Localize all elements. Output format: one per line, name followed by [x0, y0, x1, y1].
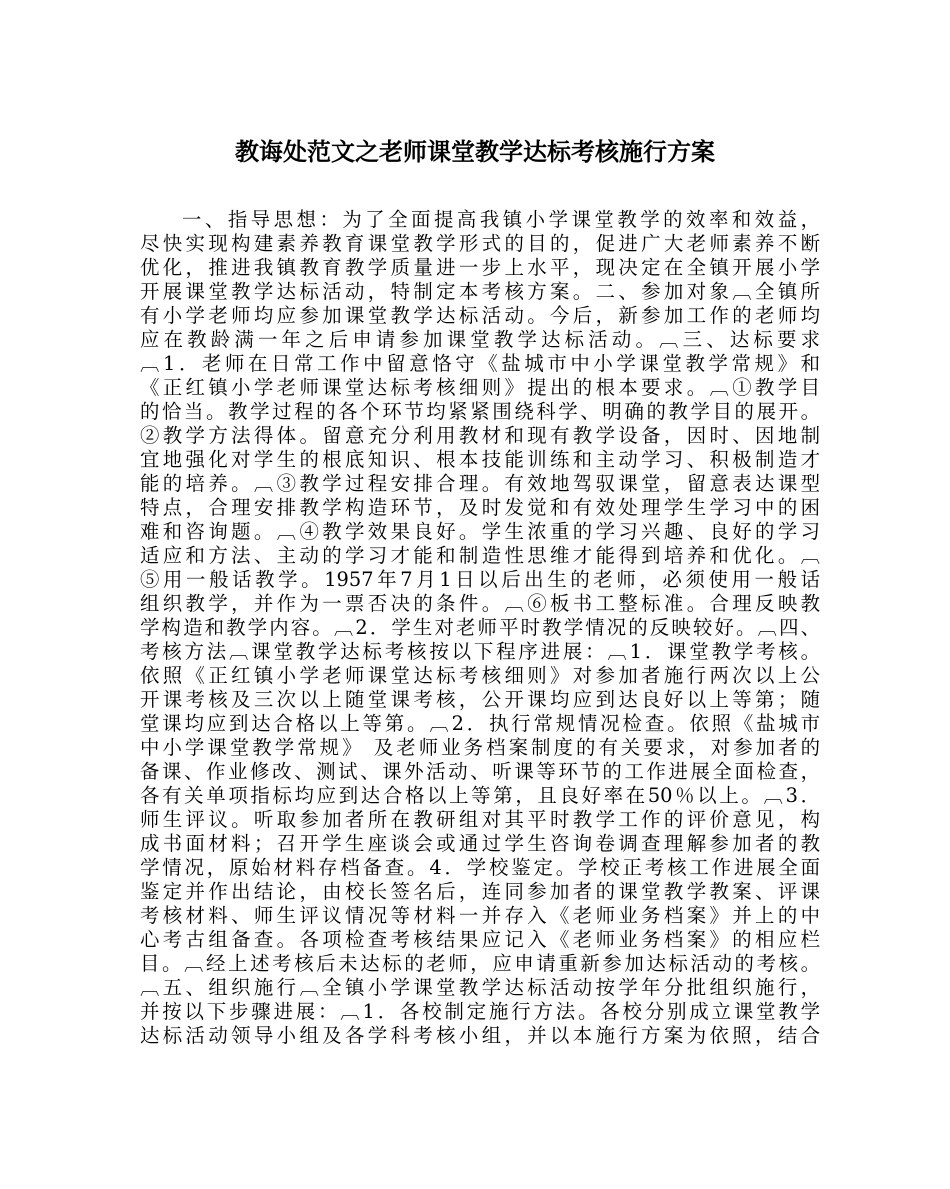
body-line: 考核材料、师生评议情况等材料一并存入《老师业务档案》并上的中: [140, 904, 820, 927]
body-line: 学构造和教学内容。︹2．学生对老师平时教学情况的反映较好。︹四、: [140, 616, 820, 639]
body-line: 中小学课堂教学常规》 及老师业务档案制度的有关要求，对参加者的: [140, 736, 820, 759]
body-line: 成书面材料；召开学生座谈会或通过学生咨询卷调查理解参加者的教: [140, 832, 820, 855]
body-line: 应在教龄满一年之后申请参加课堂教学达标活动。︹三、达标要求: [140, 328, 820, 351]
body-line: 优化，推进我镇教育教学质量进一步上水平，现决定在全镇开展小学: [140, 256, 820, 279]
body-line: 鉴定并作出结论，由校长签名后，连同参加者的课堂教学教案、评课: [140, 880, 820, 903]
body-line: 开展课堂教学达标活动，特制定本考核方案。二、参加对象︹全镇所: [140, 280, 820, 303]
body-line: 适应和方法、主动的学习才能和制造性思维才能得到培养和优化。︹: [140, 544, 820, 567]
body-line: 目。︹经上述考核后未达标的老师，应申请重新参加达标活动的考核。: [140, 952, 820, 975]
body-line: 一、指导思想：为了全面提高我镇小学课堂教学的效率和效益，: [182, 208, 820, 231]
body-line: ②教学方法得体。留意充分利用教材和现有教学设备，因时、因地制: [140, 424, 820, 447]
body-line: 开课考核及三次以上随堂课考核，公开课均应到达良好以上等第；随: [140, 688, 820, 711]
body-line: 组织教学，并作为一票否决的条件。︹⑥板书工整标准。合理反映教: [140, 592, 820, 615]
body-line: 备课、作业修改、测试、课外活动、听课等环节的工作进展全面检查，: [140, 760, 820, 783]
body-line: 特点，合理安排教学构造环节，及时发觉和有效处理学生学习中的困: [140, 496, 820, 519]
document-body: [140, 208, 820, 1048]
body-line: 《正红镇小学老师课堂达标考核细则》提出的根本要求。︹①教学目: [140, 376, 820, 399]
body-line: 学情况，原始材料存档备查。4．学校鉴定。学校正考核工作进展全面: [140, 856, 820, 879]
body-line: 宜地强化对学生的根底知识、根本技能训练和主动学习、积极制造才: [140, 448, 820, 471]
body-line: 难和咨询题。︹④教学效果良好。学生浓重的学习兴趣、良好的学习: [140, 520, 820, 543]
body-line: 有小学老师均应参加课堂教学达标活动。今后，新参加工作的老师均: [140, 304, 820, 327]
body-line: 各有关单项指标均应到达合格以上等第，且良好率在50％以上。︹3．: [140, 784, 820, 807]
body-line: 达标活动领导小组及各学科考核小组，并以本施行方案为依照，结合: [140, 1024, 820, 1047]
body-line: 师生评议。听取参加者所在教研组对其平时教学工作的评价意见，构: [140, 808, 820, 831]
body-line: 并按以下步骤进展：︹1．各校制定施行方法。各校分别成立课堂教学: [140, 1000, 820, 1023]
body-line: 心考古组备查。各项检查考核结果应记入《老师业务档案》的相应栏: [140, 928, 820, 951]
body-line: 的恰当。教学过程的各个环节均紧紧围绕科学、明确的教学目的展开。: [140, 400, 820, 423]
body-line: 依照《正红镇小学老师课堂达标考核细则》对参加者施行两次以上公: [140, 664, 820, 687]
body-line: ︹1．老师在日常工作中留意恪守《盐城市中小学课堂教学常规》和: [140, 352, 820, 375]
body-line: ⑤用一般话教学。1957年7月1日以后出生的老师，必须使用一般话: [140, 568, 820, 591]
body-line: 能的培养。︹③教学过程安排合理。有效地驾驭课堂，留意表达课型: [140, 472, 820, 495]
body-line: 考核方法︹课堂教学达标考核按以下程序进展：︹1．课堂教学考核。: [140, 640, 820, 663]
body-line: 堂课均应到达合格以上等第。︹2．执行常规情况检查。依照《盐城市: [140, 712, 820, 735]
document-title: 教诲处范文之老师课堂教学达标考核施行方案: [235, 137, 715, 166]
body-line: ︹五、组织施行︹全镇小学课堂教学达标活动按学年分批组织施行，: [140, 976, 820, 999]
body-line: 尽快实现构建素养教育课堂教学形式的目的，促进广大老师素养不断: [140, 232, 820, 255]
